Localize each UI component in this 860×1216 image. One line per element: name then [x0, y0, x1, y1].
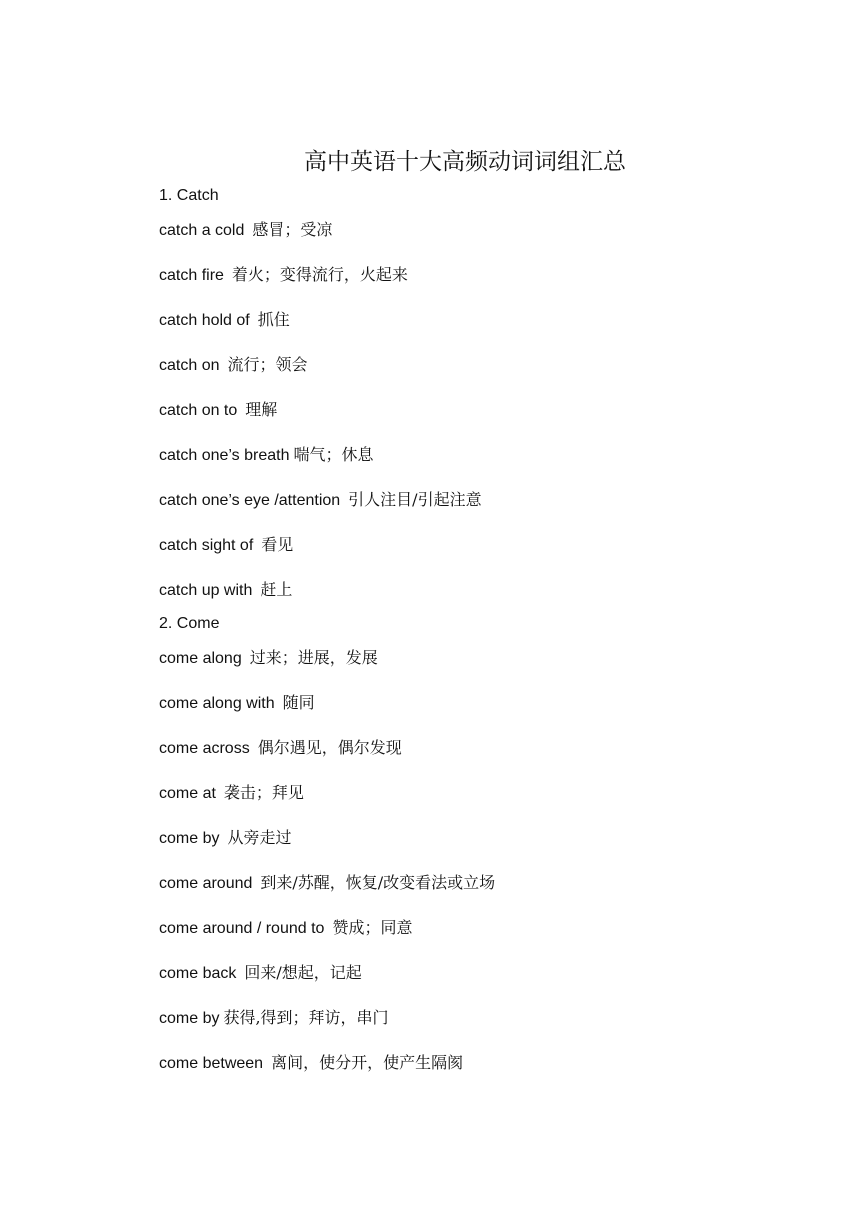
meaning: 感冒；受凉 — [252, 220, 333, 239]
meaning: 获得,得到；拜访，串门 — [223, 1008, 389, 1027]
list-item — [159, 219, 332, 242]
list-item — [159, 354, 308, 377]
phrase: come around — [159, 875, 253, 892]
document-title: 高中英语十大高频动词词组汇总 — [304, 149, 626, 175]
phrase: come around / round to — [159, 920, 325, 937]
meaning: 着火；变得流行，火起来 — [231, 265, 408, 284]
phrase: come along — [159, 650, 242, 667]
meaning: 随同 — [282, 693, 315, 712]
phrase: catch up with — [159, 582, 253, 599]
list-item — [159, 534, 293, 557]
list-item — [159, 782, 304, 805]
section-heading-come: 2. Come — [159, 615, 220, 632]
meaning: 从旁走过 — [227, 828, 292, 847]
meaning: 喘气；休息 — [293, 445, 374, 464]
meaning: 引人注目/引起注意 — [348, 490, 482, 509]
meaning: 袭击；拜见 — [223, 783, 304, 802]
meaning: 回来/想起，记起 — [244, 963, 362, 982]
meaning: 看见 — [261, 535, 294, 554]
phrase: catch fire — [159, 267, 224, 284]
list-item — [159, 827, 291, 850]
list-item — [159, 1052, 463, 1075]
list-item — [159, 962, 362, 985]
meaning: 离间，使分开，使产生隔阂 — [271, 1053, 464, 1072]
meaning: 流行；领会 — [227, 355, 308, 374]
meaning: 抓住 — [257, 310, 290, 329]
phrase: come across — [159, 740, 250, 757]
list-item — [159, 647, 378, 670]
list-item — [159, 489, 482, 512]
list-item — [159, 692, 315, 715]
phrase: come by — [159, 830, 220, 847]
phrase: catch sight of — [159, 537, 254, 554]
list-item — [159, 737, 402, 760]
meaning: 偶尔遇见，偶尔发现 — [257, 738, 402, 757]
list-item — [159, 579, 292, 602]
meaning: 赞成；同意 — [332, 918, 413, 937]
phrase: catch on — [159, 357, 220, 374]
phrase: catch hold of — [159, 312, 250, 329]
phrase: come along with — [159, 695, 275, 712]
meaning: 过来；进展，发展 — [249, 648, 378, 667]
phrase: come by — [159, 1010, 220, 1027]
phrase: catch one’s breath — [159, 447, 290, 464]
list-item — [159, 309, 290, 332]
phrase: come between — [159, 1055, 264, 1072]
list-item — [159, 1007, 389, 1030]
list-item — [159, 444, 373, 467]
list-item — [159, 399, 277, 422]
meaning: 赶上 — [260, 580, 293, 599]
list-item — [159, 917, 412, 940]
meaning: 到来/苏醒，恢复/改变看法或立场 — [260, 873, 496, 892]
phrase: come back — [159, 965, 237, 982]
list-item — [159, 872, 495, 895]
phrase: catch one’s eye /attention — [159, 492, 341, 509]
phrase: catch on to — [159, 402, 238, 419]
phrase: come at — [159, 785, 216, 802]
phrase: catch a cold — [159, 222, 245, 239]
list-item — [159, 264, 408, 287]
section-heading-catch: 1. Catch — [159, 187, 219, 204]
meaning: 理解 — [245, 400, 278, 419]
